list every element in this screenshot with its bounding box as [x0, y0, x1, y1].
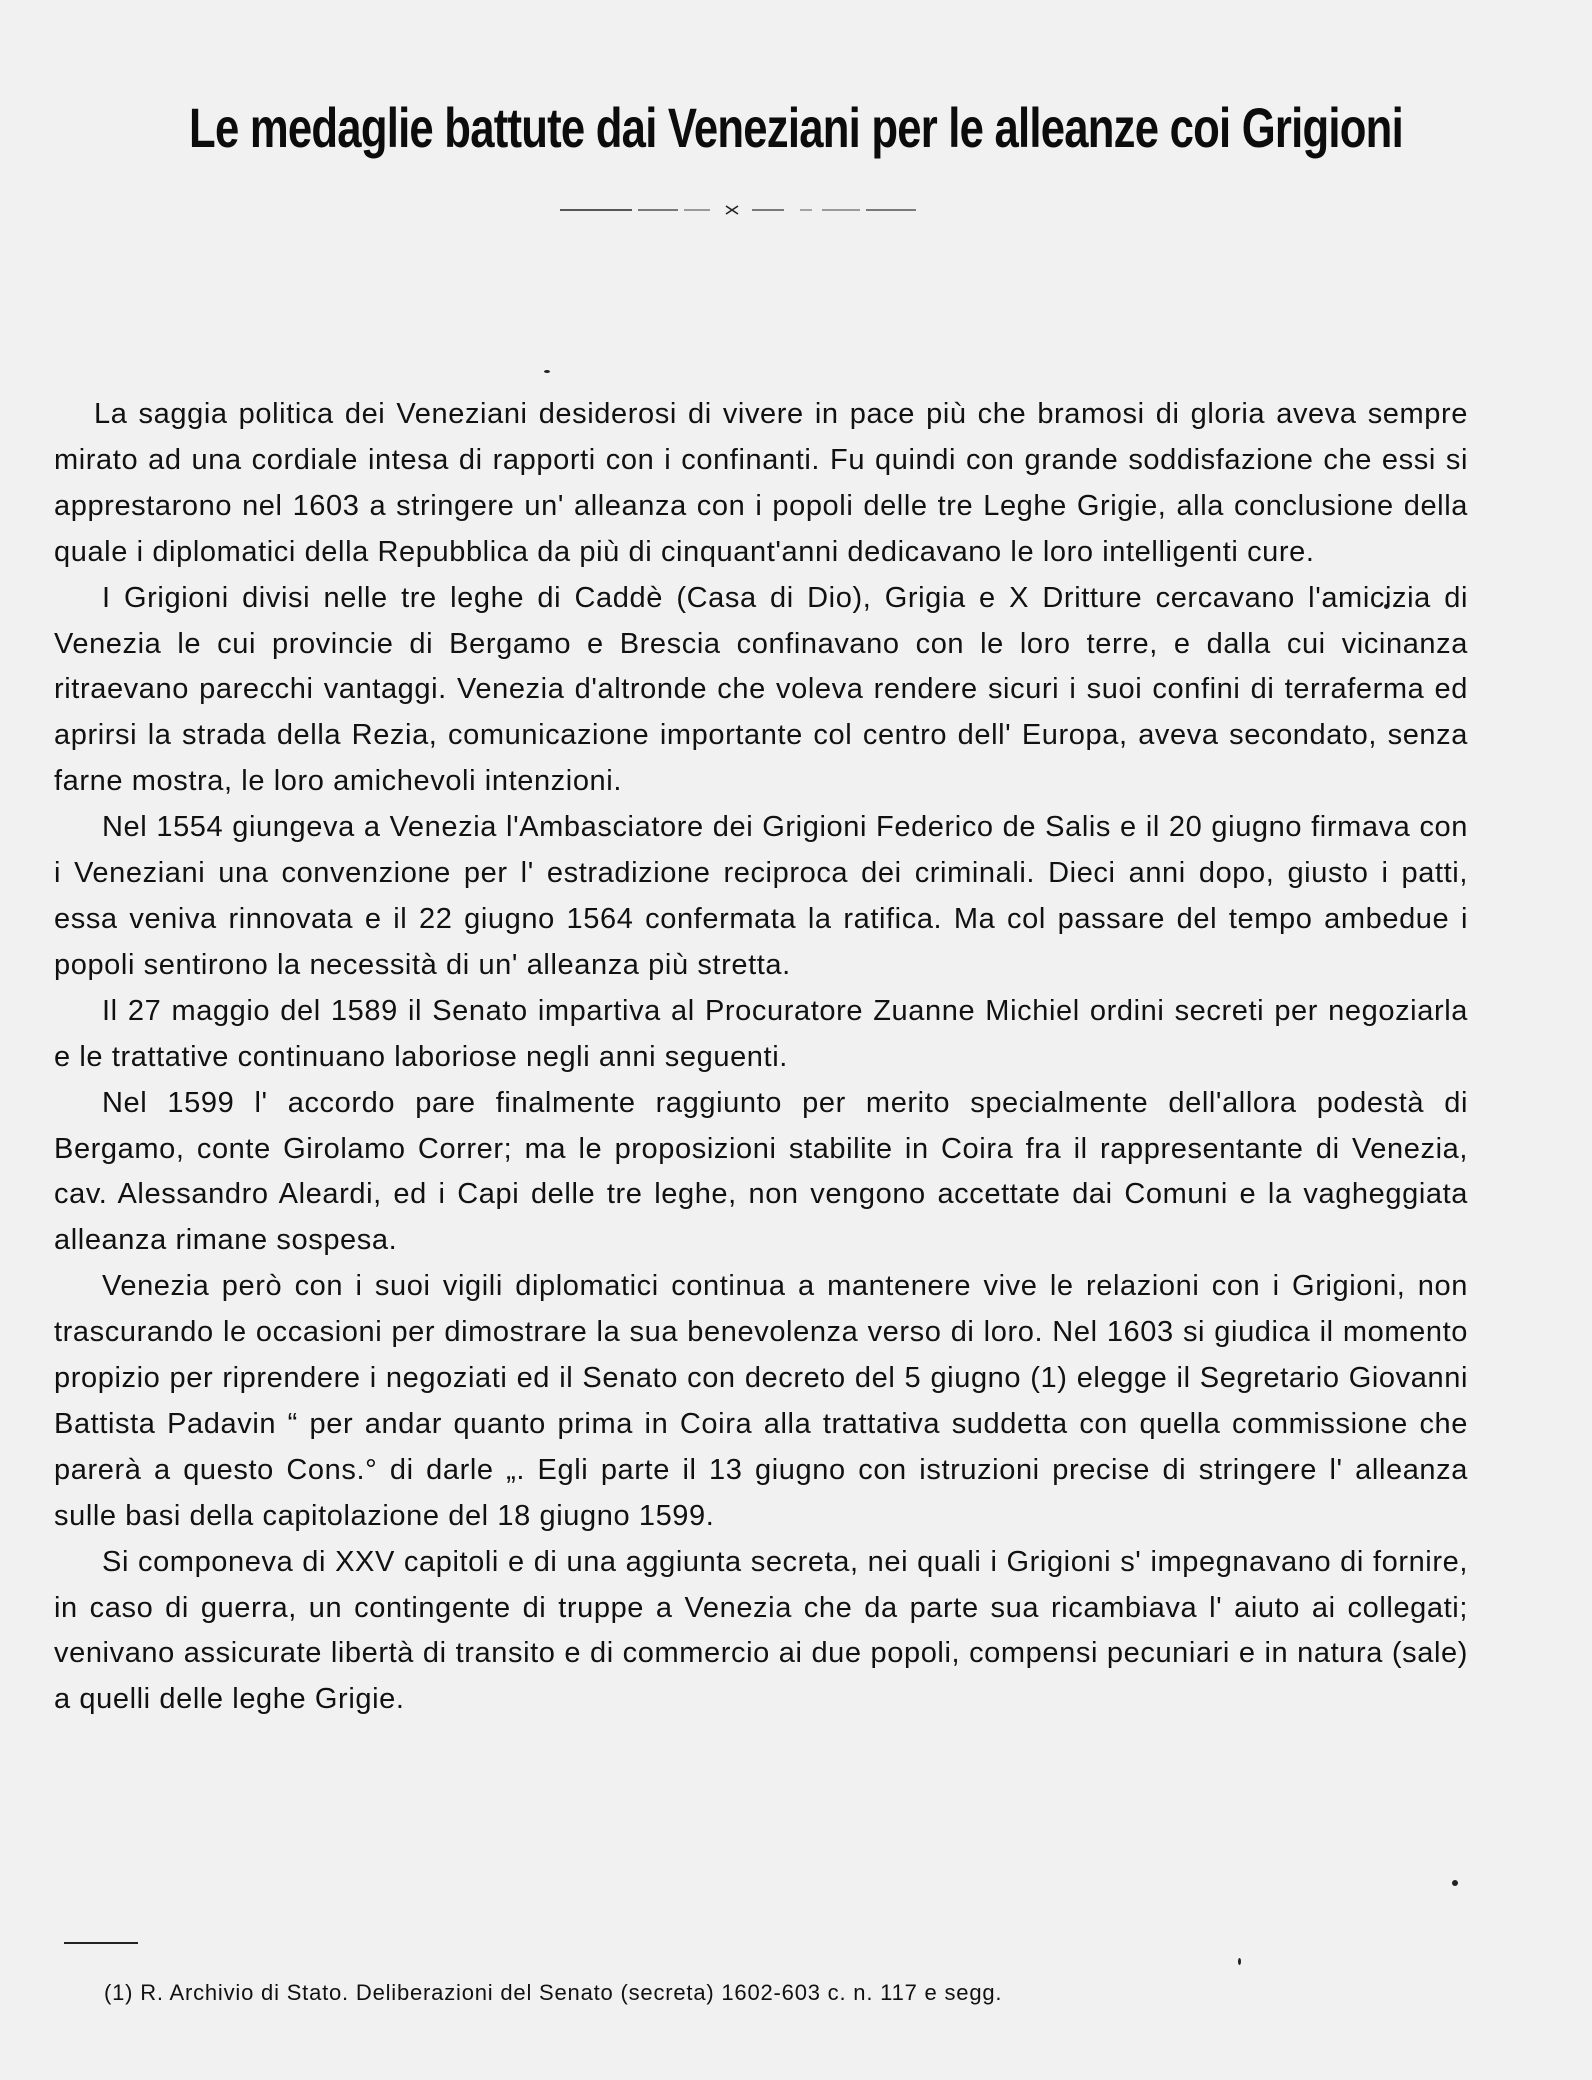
print-speck: [544, 370, 550, 373]
paragraph: Nel 1554 giungeva a Venezia l'Ambasciatore dei Grigioni Federico de Salis e il 20 giugno firmava con i Veneziani una convenzione per l' estradizione reciproca dei criminali. Dieci anni dopo, giusto i patti, essa veniva rinnovata e il 22 giugno 1564 confermata la ratifica. Ma col passare del tempo ambedue i popoli sentirono la necessità di un' alleanza più stretta.: [54, 811, 1468, 981]
footnote: (1) R. Archivio di Stato. Deliberazioni del Senato (secreta) 1602-603 c. n. 117 e segg.: [104, 1980, 1003, 2005]
title-ornament: [560, 200, 920, 220]
footnote-rule: [64, 1942, 138, 1944]
paragraph: Il 27 maggio del 1589 il Senato impartiva al Procuratore Zuanne Michiel ordini secreti per negoziarla e le trattative continuano laboriose negli anni seguenti.: [54, 994, 1468, 1073]
page-title: Le medaglie battute dai Veneziani per le alleanze coi Grigioni: [189, 96, 1403, 159]
print-speck: [1238, 1958, 1241, 1965]
paragraph: I Grigioni divisi nelle tre leghe di Caddè (Casa di Dio), Grigia e X Dritture cercavano l'amicizia di Venezia le cui provincie di Bergamo e Brescia confinavano con le loro terre, e dalla cui vicinanza ritraevano parecchi vantaggi. Venezia d'altronde che voleva rendere sicuri i suoi confini di terraferma ed aprirsi la strada della Rezia, comunicazione importante col centro dell' Europa, aveva secondato, senza farne mostra, le loro amichevoli intenzioni.: [54, 581, 1468, 798]
paragraph: La saggia politica dei Veneziani desiderosi di vivere in pace più che bramosi di gloria aveva sempre mirato ad una cordiale intesa di rapporti con i confinanti. Fu quindi con grande soddisfazione che essi si apprestarono nel 1603 a stringere un' alleanza con i popoli delle tre Leghe Grigie, alla conclusione della quale i diplomatici della Repubblica da più di cinquant'anni dedicavano le loro intelligenti cure.: [54, 398, 1468, 568]
article-body: [54, 392, 1468, 1723]
paragraph: Nel 1599 l' accordo pare finalmente raggiunto per merito specialmente dell'allora podestà di Bergamo, conte Girolamo Correr; ma le proposizioni stabilite in Coira fra il rappresentante di Venezia, cav. Alessandro Aleardi, ed i Capi delle tre leghe, non vengono accettate dai Comuni e la vagheggiata alleanza rimane sospesa.: [54, 1086, 1468, 1257]
print-speck: [1452, 1880, 1458, 1886]
paragraph: Venezia però con i suoi vigili diplomatici continua a mantenere vive le relazioni con i Grigioni, non trascurando le occasioni per dimostrare la sua benevolenza verso di loro. Nel 1603 si giudica il momento propizio per riprendere i negoziati ed il Senato con decreto del 5 giugno (1) elegge il Segretario Giovanni Battista Padavin “ per andar quanto prima in Coira alla trattativa suddetta con quella commissione che parerà a questo Cons.° di darle „. Egli parte il 13 giugno con istruzioni precise di stringere l' alleanza sulle basi della capitolazione del 18 giugno 1599.: [54, 1270, 1468, 1532]
paragraph: Si componeva di XXV capitoli e di una aggiunta secreta, nei quali i Grigioni s' impegnavano di fornire, in caso di guerra, un contingente di truppe a Venezia che da parte sua ricambiava l' aiuto ai collegati; venivano assicurate libertà di transito e di commercio ai due popoli, compensi pecuniari e in natura (sale) a quelli delle leghe Grigie.: [54, 1545, 1468, 1716]
